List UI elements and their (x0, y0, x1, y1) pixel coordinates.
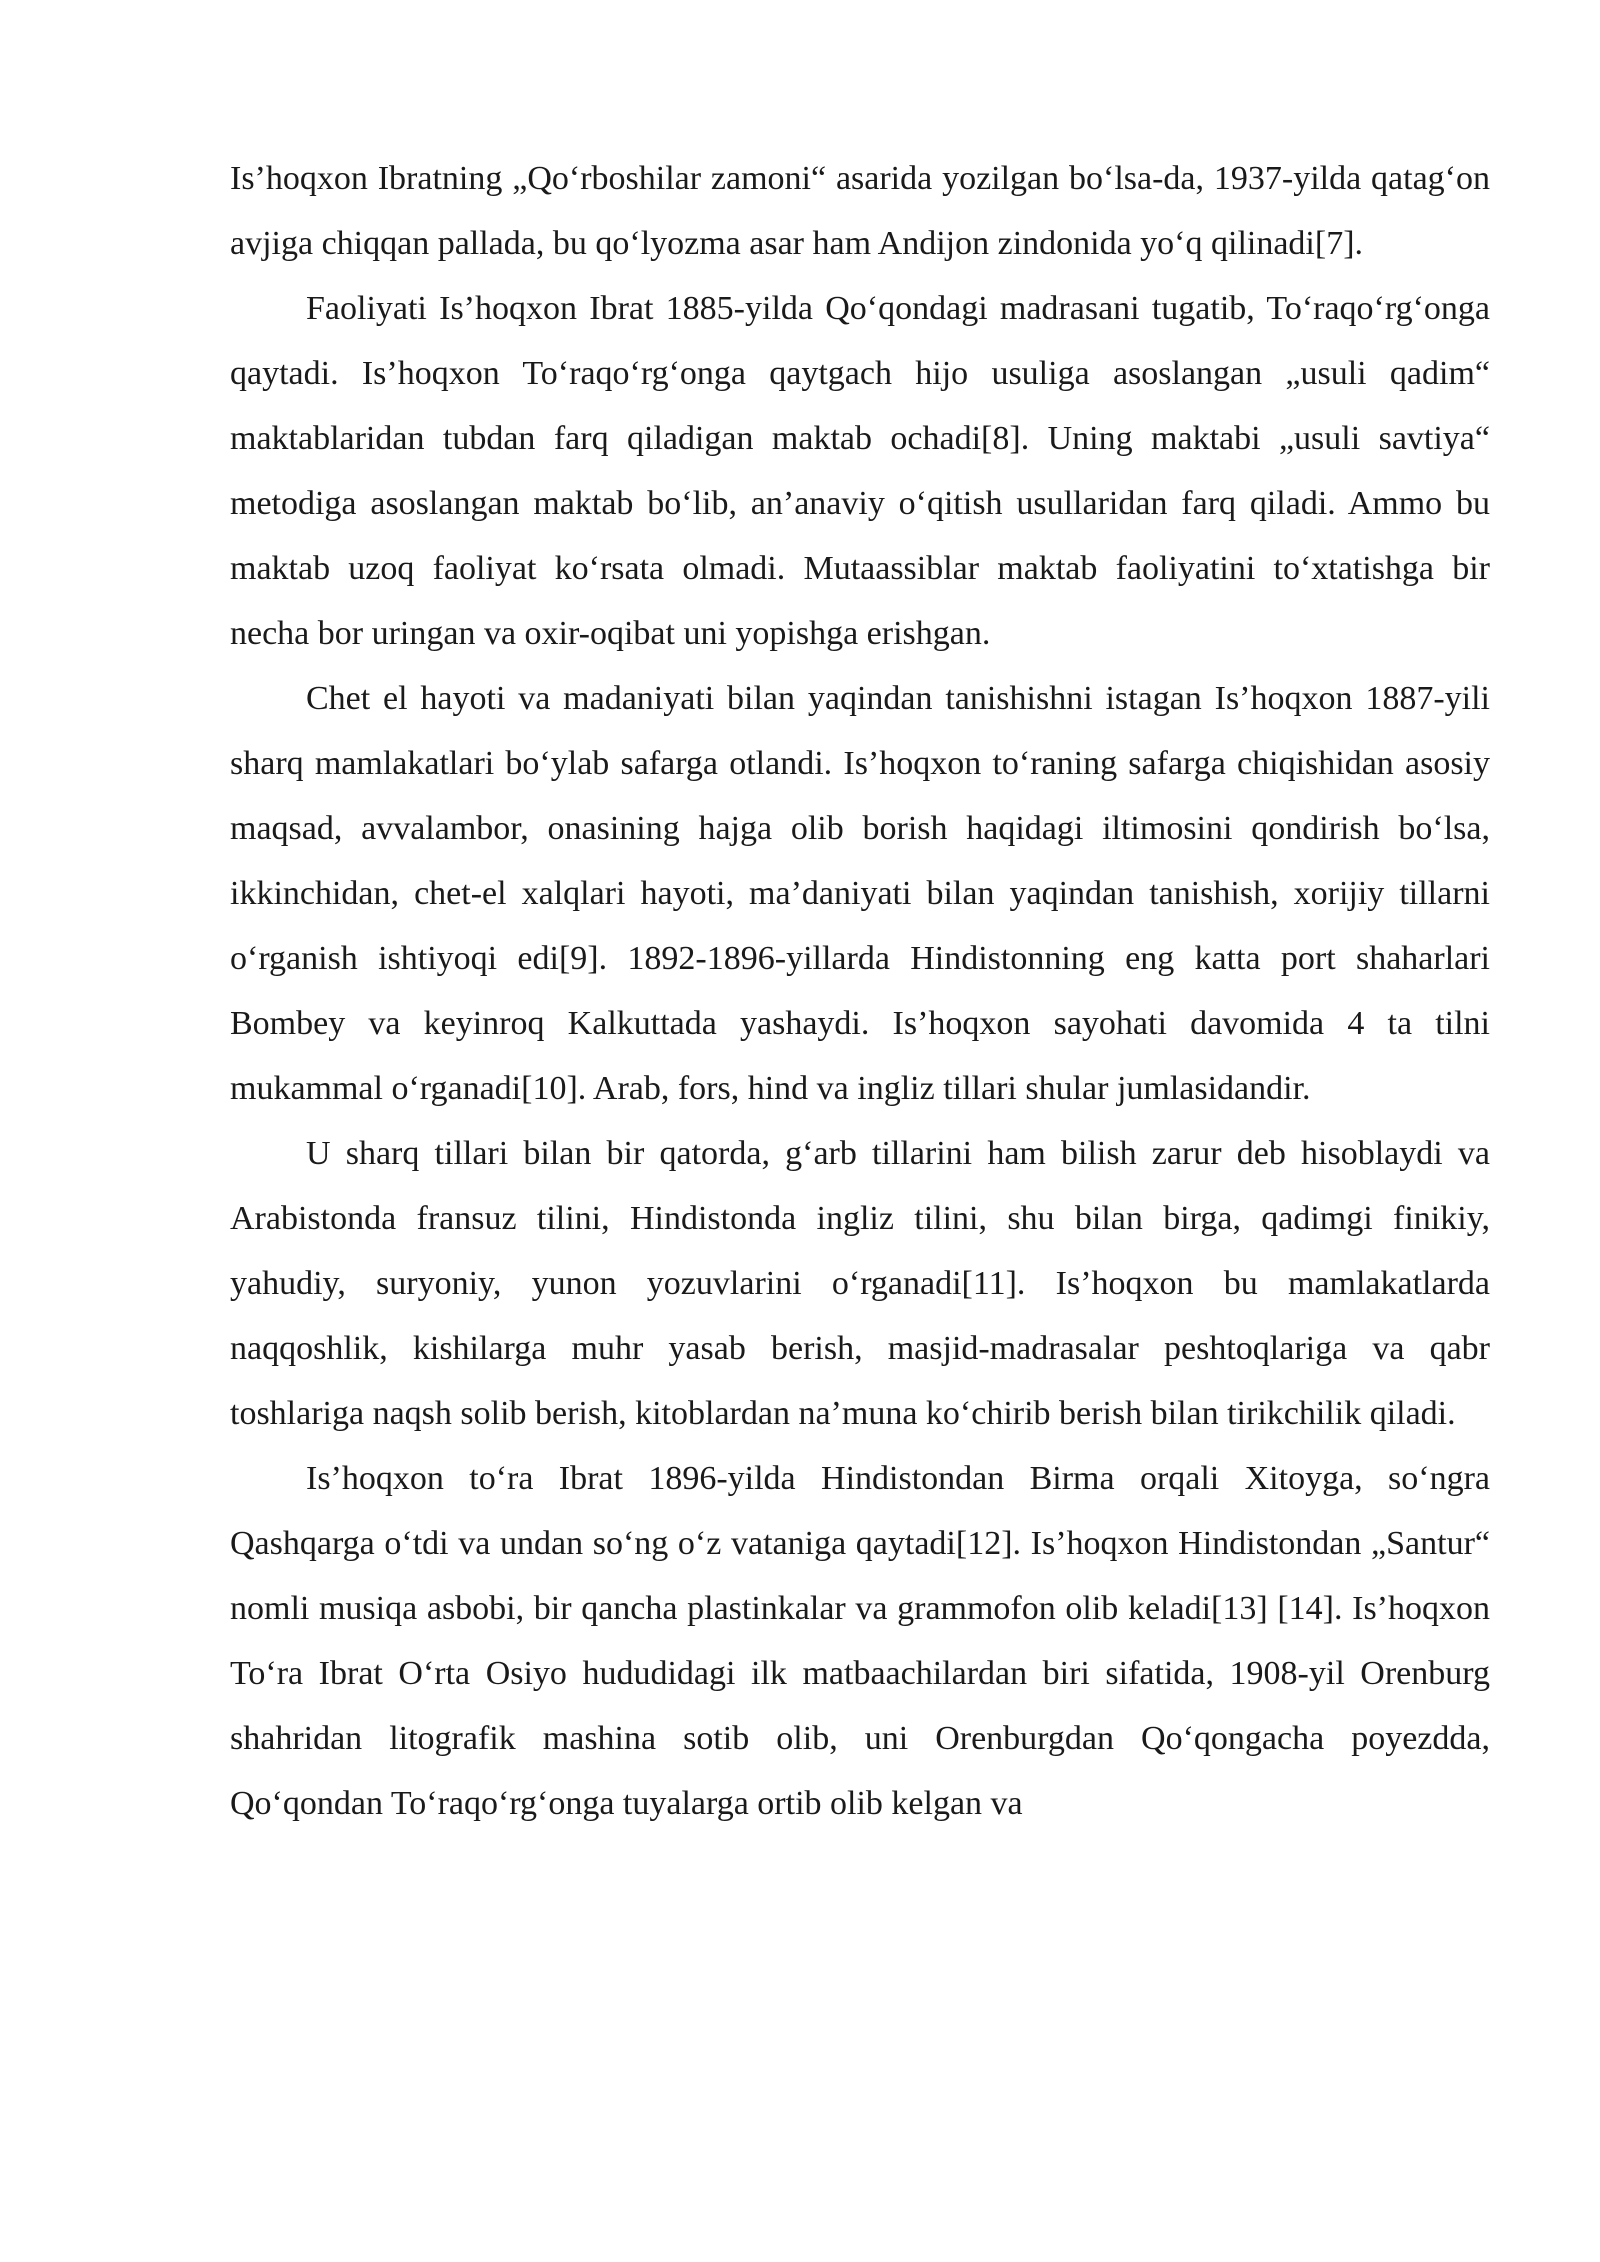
paragraph-languages: U sharq tillari bilan bir qatorda, g‘arb tillarini ham bilish zarur deb hisoblaydi va Arabistonda fransuz tilini, Hindistonda ingliz tilini, shu bilan birga, qadimgi finikiy, yahudiy, suryoniy, yunon yozuvlarini o‘rganadi[11]. Is’hoqxon bu mamlakatlarda naqqoshlik, kishilarga muhr yasab berish, masjid-madrasalar peshtoqlariga va qabr toshlariga naqsh solib berish, kitoblardan na’muna ko‘chirib berish bilan tirikchilik qiladi. (230, 1135, 1490, 1432)
document-page (230, 146, 1490, 1836)
paragraph-school: Faoliyati Is’hoqxon Ibrat 1885-yilda Qo‘qondagi madrasani tugatib, To‘raqo‘rg‘onga qaytadi. Is’hoqxon To‘raqo‘rg‘onga qaytgach hijo usuliga asoslangan „usuli qadim“ maktablaridan tubdan farq qiladigan maktab ochadi[8]. Uning maktabi „usuli savtiya“ metodiga asoslangan maktab bo‘lib, an’anaviy o‘qitish usullaridan farq qiladi. Ammo bu maktab uzoq faoliyat ko‘rsata olmadi. Mutaassiblar maktab faoliyatini to‘xtatishga bir necha bor uringan va oxir-oqibat uni yopishga erishgan. (230, 290, 1490, 652)
paragraph-continuation: Is’hoqxon Ibratning „Qo‘rboshilar zamoni“ asarida yozilgan bo‘lsa-da, 1937-yilda qatag‘on avjiga chiqqan pallada, bu qo‘lyozma asar ham Andijon zindonida yo‘q qilinadi[7]. (230, 160, 1490, 262)
paragraph-return: Is’hoqxon to‘ra Ibrat 1896-yilda Hindistondan Birma orqali Xitoyga, so‘ngra Qashqarga o‘tdi va undan so‘ng o‘z vataniga qaytadi[12]. Is’hoqxon Hindistondan „Santur“ nomli musiqa asbobi, bir qancha plastinkalar va grammofon olib keladi[13] [14]. Is’hoqxon To‘ra Ibrat O‘rta Osiyo hududidagi ilk matbaachilardan biri sifatida, 1908-yil Orenburg shahridan litografik mashina sotib olib, uni Orenburgdan Qo‘qongacha poyezdda, Qo‘qondan To‘raqo‘rg‘onga tuyalarga ortib olib kelgan va (230, 1460, 1490, 1822)
paragraph-travels: Chet el hayoti va madaniyati bilan yaqindan tanishishni istagan Is’hoqxon 1887-yili sharq mamlakatlari bo‘ylab safarga otlandi. Is’hoqxon to‘raning safarga chiqishidan asosiy maqsad, avvalambor, onasining hajga olib borish haqidagi iltimosini qondirish bo‘lsa, ikkinchidan, chet-el xalqlari hayoti, ma’daniyati bilan yaqindan tanishish, xorijiy tillarni o‘rganish ishtiyoqi edi[9]. 1892-1896-yillarda Hindistonning eng katta port shaharlari Bombey va keyinroq Kalkuttada yashaydi. Is’hoqxon sayohati davomida 4 ta tilni mukammal o‘rganadi[10]. Arab, fors, hind va ingliz tillari shular jumlasidandir. (230, 680, 1490, 1107)
